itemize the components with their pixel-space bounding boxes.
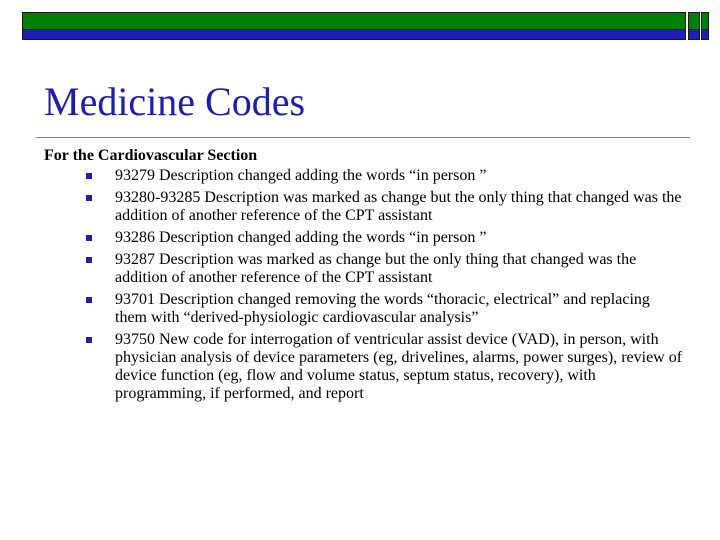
bullet-list xyxy=(44,167,684,403)
list-item xyxy=(44,189,684,225)
section-heading: For the Cardiovascular Section xyxy=(44,147,258,164)
slide-body xyxy=(44,147,684,407)
list-item xyxy=(44,331,684,403)
title-divider xyxy=(36,137,690,138)
bullet-text: 93279 Description changed adding the words “in person ” xyxy=(115,167,487,184)
square-bullet-icon xyxy=(86,173,92,179)
decor-square-green-2 xyxy=(701,12,709,30)
square-bullet-icon xyxy=(86,337,92,343)
square-bullet-icon xyxy=(86,297,92,303)
decor-square-green-1 xyxy=(688,12,700,30)
square-bullet-icon xyxy=(86,257,92,263)
top-blue-bar xyxy=(22,30,686,40)
list-item xyxy=(44,167,684,185)
list-item xyxy=(44,291,684,327)
list-item xyxy=(44,251,684,287)
bullet-text: 93750 New code for interrogation of ventricular assist device (VAD), in person, with physician analysis of device parameters (eg, drivelines, alarms, power surges), review of device function (eg, flow and volume status, septum status, recovery), with programming, if performed, and report xyxy=(115,331,683,402)
square-bullet-icon xyxy=(86,235,92,241)
top-green-bar xyxy=(22,12,686,30)
list-item xyxy=(44,229,684,247)
bullet-text: 93287 Description was marked as change but the only thing that changed was the addition of another reference of the CPT assistant xyxy=(115,251,637,286)
bullet-text: 93280-93285 Description was marked as change but the only thing that changed was the addition of another reference of the CPT assistant xyxy=(115,189,682,224)
square-bullet-icon xyxy=(86,195,92,201)
decor-square-blue-2 xyxy=(701,30,709,40)
decor-square-blue-1 xyxy=(688,30,700,40)
bullet-text: 93701 Description changed removing the words “thoracic, electrical” and replacing them with “derived-physiologic cardiovascular analysis” xyxy=(115,291,650,326)
bullet-text: 93286 Description changed adding the words “in person ” xyxy=(115,229,487,246)
slide-title: Medicine Codes xyxy=(44,79,306,124)
